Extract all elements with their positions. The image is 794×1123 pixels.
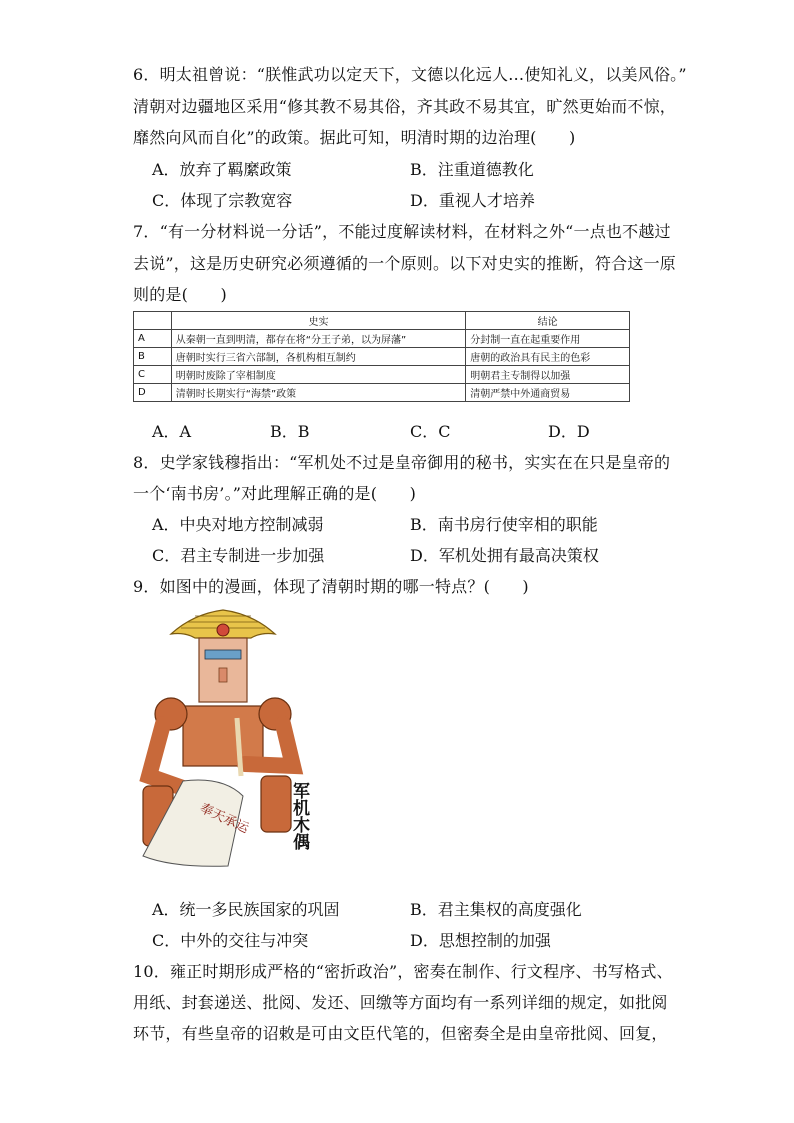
- cartoon-label: 军机木偶: [289, 782, 309, 850]
- q8-stem-line-1: 8．史学家钱穆指出：“军机处不过是皇帝御用的秘书，实实在在只是皇帝的: [133, 453, 671, 472]
- table-row: [134, 384, 630, 402]
- q9-option-d[interactable]: D．思想控制的加强: [410, 931, 551, 950]
- table-cell: 分封制一直在起重要作用: [466, 330, 630, 348]
- table-row: [134, 330, 630, 348]
- q6-stem-line-2: 清朝对边疆地区采用“修其教不易其俗，齐其政不易其宜，旷然更始而不惊，: [133, 97, 676, 116]
- q9-option-b[interactable]: B．君主集权的高度强化: [410, 900, 582, 919]
- q6-stem-line-1: 6．明太祖曾说：“朕惟武功以定天下，文德以化远人…使知礼义，以美风俗。”: [133, 65, 687, 84]
- table-row: [134, 366, 630, 384]
- q9-stem-line-1: 9．如图中的漫画，体现了清朝时期的哪一特点？( ): [133, 577, 529, 596]
- q7-option-c[interactable]: C．C: [410, 422, 451, 441]
- table-cell: 唐朝的政治具有民主的色彩: [466, 348, 630, 366]
- table-cell: 明朝君主专制得以加强: [466, 366, 630, 384]
- q7-option-d[interactable]: D．D: [548, 422, 590, 441]
- roof-icon: [171, 610, 275, 638]
- q7-option-b[interactable]: B．B: [270, 422, 310, 441]
- q7-stem-line-3: 则的是( ): [133, 285, 227, 304]
- q6-option-d[interactable]: D．重视人才培养: [410, 191, 535, 210]
- table-cell: C: [134, 366, 172, 384]
- q7-stem-line-2: 去说”，这是历史研究必须遵循的一个原则。以下对史实的推断，符合这一原: [133, 254, 676, 273]
- q6-stem-line-3: 靡然向风而自化”的政策。据此可知，明清时期的边治理( ): [133, 128, 576, 147]
- q6-option-c[interactable]: C．体现了宗教宽容: [152, 191, 293, 210]
- table-cell: D: [134, 384, 172, 402]
- table-cell: B: [134, 348, 172, 366]
- q10-stem-line-3: 环节，有些皇帝的诏敕是可由文臣代笔的，但密奏全是由皇帝批阅、回复，: [133, 1024, 668, 1043]
- table-cell: 清朝时长期实行“海禁”政策: [171, 384, 466, 402]
- q6-option-b[interactable]: B．注重道德教化: [410, 160, 534, 179]
- q7-stem-line-1: 7．“有一分材料说一分话”，不能过度解读材料，在材料之外“一点也不越过: [133, 222, 671, 241]
- q6-option-a[interactable]: A．放弃了羁縻政策: [152, 160, 292, 179]
- left-arm: [149, 724, 183, 788]
- table-cell: 唐朝时实行三省六部制，各机构相互制约: [171, 348, 466, 366]
- q10-stem-line-1: 10．雍正时期形成严格的“密折政治”，密奏在制作、行文程序、书写格式、: [133, 962, 673, 981]
- table-header-cell: 结论: [466, 312, 630, 330]
- table-header-cell: 史实: [171, 312, 466, 330]
- table-header-row: [134, 312, 630, 330]
- table-cell: 从秦朝一直到明清，都存在将“分王子弟，以为屏藩”: [171, 330, 466, 348]
- scroll-text: 奉天承运: [197, 801, 251, 837]
- table-row: [134, 348, 630, 366]
- table-cell: A: [134, 330, 172, 348]
- q9-option-a[interactable]: A．统一多民族国家的巩固: [152, 900, 340, 919]
- q8-option-d[interactable]: D．军机处拥有最高决策权: [410, 546, 599, 565]
- table-cell: 清朝严禁中外通商贸易: [466, 384, 630, 402]
- q8-option-c[interactable]: C．君主专制进一步加强: [152, 546, 325, 565]
- q8-option-a[interactable]: A．中央对地方控制减弱: [152, 515, 324, 534]
- q9-option-c[interactable]: C．中外的交往与冲突: [152, 931, 309, 950]
- q8-option-b[interactable]: B．南书房行使宰相的职能: [410, 515, 598, 534]
- q10-stem-line-2: 用纸、封套递送、批阅、发还、回缴等方面均有一系列详细的规定，如批阅: [133, 993, 668, 1012]
- table-header-cell: [134, 312, 172, 330]
- q7-option-a[interactable]: A．A: [152, 422, 192, 441]
- table-cell: 明朝时废除了宰相制度: [171, 366, 466, 384]
- q7-history-table: [133, 311, 630, 402]
- q8-stem-line-2: 一个‘南书房’。”对此理解正确的是( ): [133, 484, 417, 503]
- plaque: [205, 650, 241, 659]
